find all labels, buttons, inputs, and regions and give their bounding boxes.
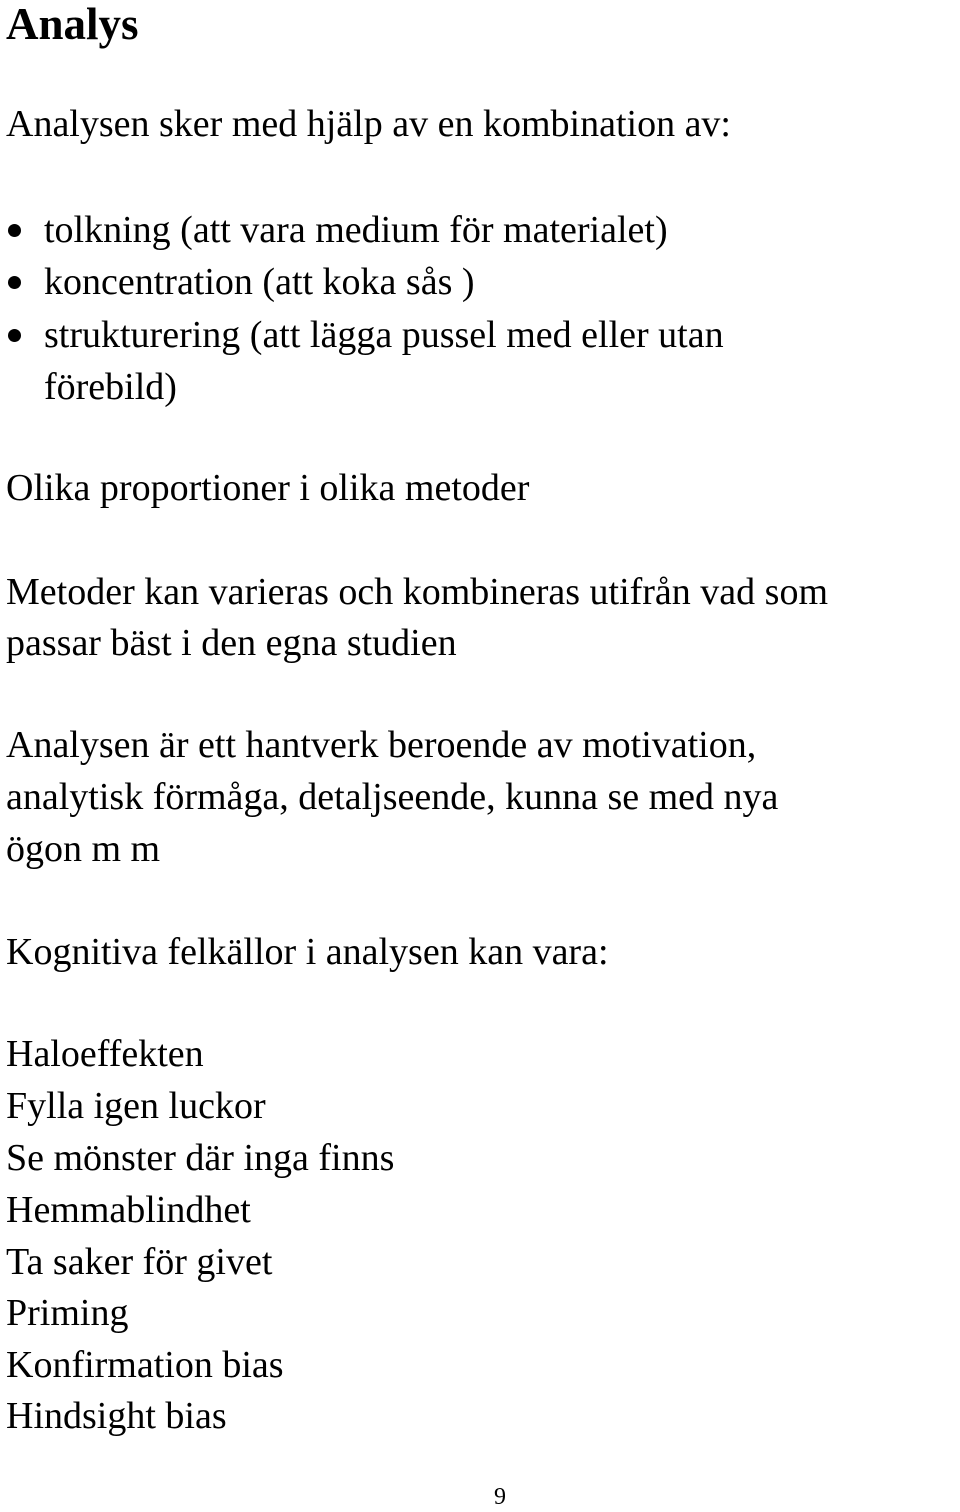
craft-paragraph-line-3: ögon m m [6,828,161,870]
bias-item: Hemmablindhet [6,1189,251,1231]
proportions-paragraph: Olika proportioner i olika metoder [6,467,530,509]
bias-item: Ta saker för givet [6,1241,273,1283]
bias-item: Hindsight bias [6,1395,227,1437]
bullet-text: koncentration (att koka sås ) [44,261,475,303]
bias-item: Se mönster där inga finns [6,1137,395,1179]
craft-paragraph-line-2: analytisk förmåga, detaljseende, kunna se med nya [6,776,779,818]
bullet-text: strukturering (att lägga pussel med eller utan [44,314,724,356]
bias-item: Priming [6,1292,129,1334]
bullet-icon [8,276,21,289]
bias-item: Konfirmation bias [6,1344,284,1386]
bullet-text-continuation: förebild) [44,366,177,408]
bullet-icon [8,224,21,237]
bias-item: Fylla igen luckor [6,1085,266,1127]
bullet-icon [8,329,21,342]
page-title: Analys [6,0,139,49]
intro-text: Analysen sker med hjälp av en kombination av: [6,103,731,145]
cognitive-heading: Kognitiva felkällor i analysen kan vara: [6,931,609,973]
methods-paragraph-line-2: passar bäst i den egna studien [6,622,457,664]
page-number: 9 [494,1484,506,1510]
craft-paragraph-line-1: Analysen är ett hantverk beroende av motivation, [6,724,757,766]
bias-item: Haloeffekten [6,1033,204,1075]
bullet-text: tolkning (att vara medium för materialet) [44,209,668,251]
methods-paragraph-line-1: Metoder kan varieras och kombineras utifrån vad som [6,571,829,613]
